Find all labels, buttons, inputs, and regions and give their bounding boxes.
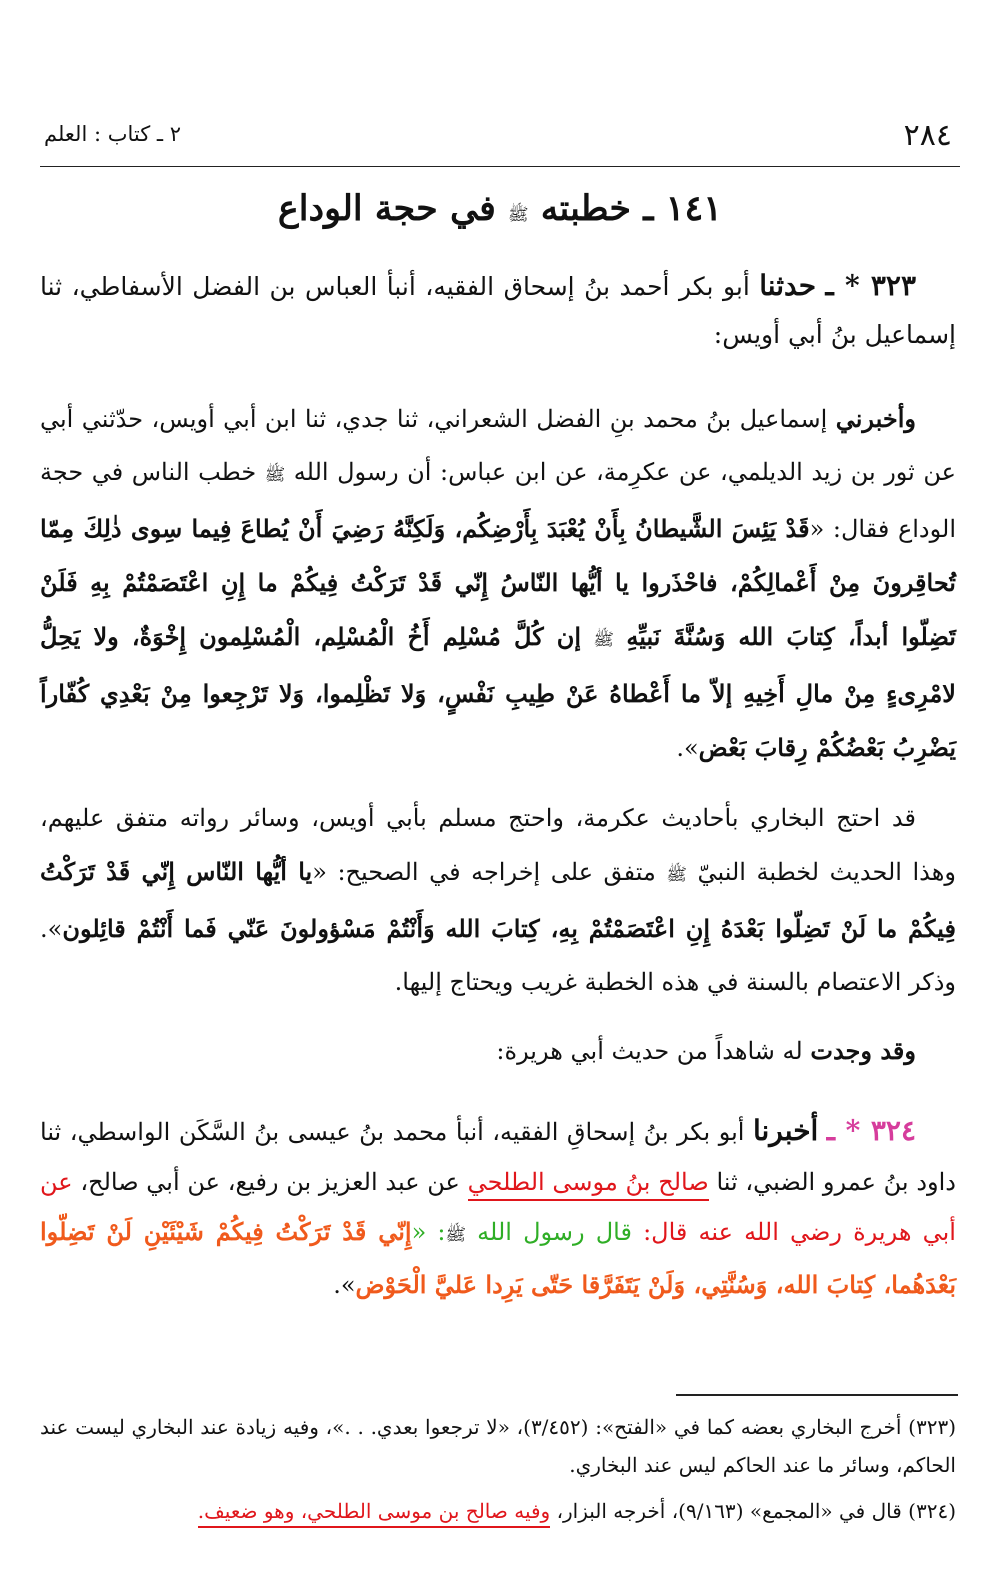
commentary-text-3: ». وذكر الاعتصام بالسنة في هذه الخطبة غريب ويحتاج إليها. xyxy=(40,915,956,996)
footnote-324-text: (٣٢٤) قال في «المجمع» (٩/١٦٣)، أخرجه البزار، xyxy=(556,1499,956,1523)
salla-glyph: ﷺ xyxy=(666,865,687,885)
chapter-number: ١٤١ ـ xyxy=(643,188,723,229)
prophet-highlight: قال رسول الله xyxy=(477,1218,632,1246)
hadith-324-opening: أخبرنا xyxy=(752,1114,819,1147)
hadith-323-isnad-3: خطب الناس في حجة الوداع فقال: « xyxy=(40,458,956,543)
witness-text: له شاهداً من حديث أبي هريرة: xyxy=(496,1037,803,1065)
page-header xyxy=(40,118,960,158)
hadith-323-opening-2: وأخبرني xyxy=(835,404,916,433)
header-divider xyxy=(40,166,960,167)
chapter-title-a: خطبته xyxy=(540,188,632,229)
hadith-324-number: ٣٢٤ * ـ xyxy=(826,1114,916,1147)
hadith-323-matn-2: إن كُلَّ مُسْلِم أَخُ الْمُسْلِم، الْمُسْلِمون إِخْوَةٌ، ولا يَحِلُّ لامْرِىءٍ مِنْ مالِ أَخِيهِ إلاّ ما أَعْطاهُ عَنْ طِيبِ نَفْسٍ، وَلا تَظْلِموا، وَلا تَرْجِعوا مِنْ بَعْدِي كُفّاراً يَضْرِبُ بَعْضُكُمْ رِقابَ بَعْض xyxy=(40,622,956,762)
hadith-324-matn-open: : « xyxy=(411,1218,446,1246)
hadith-323-matn-1: قَدْ يَئِسَ الشَّيطانُ بِأَنْ يُعْبَدَ بِأَرْضِكُم، وَلَكِنَّهُ رَضِيَ أَنْ يُطاعَ فِيما سِوى ذٰلِكَ مِمّا تُحاقِرونَ مِنْ أَعْمالِكُمْ، فاحْذَروا يا أيُّها النّاسُ إِنّي قَدْ تَرَكْتُ فِيكُمْ ما إِنِ اعْتَصَمْتُمْ بِهِ فَلَنْ تَضِلّوا أبداً، كِتابَ الله وَسُنَّةَ نَبيِّهِ xyxy=(40,514,956,651)
commentary-text-1: قد احتج البخاري بأحاديث عكرمة، واحتج مسلم بأبي أويس، وسائر رواته متفق عليهم، وهذا الحديث لخطبة النبيّ xyxy=(40,804,956,886)
footnote-324 xyxy=(40,1492,956,1530)
book-title: ٢ ـ كتاب : العلم xyxy=(44,122,182,146)
hadith-323-body xyxy=(40,392,956,775)
commentary-paragraph xyxy=(40,792,956,1009)
footnotes xyxy=(40,1408,956,1530)
salla-glyph: ﷺ xyxy=(445,1225,467,1245)
footnote-divider xyxy=(676,1394,958,1396)
chapter-heading xyxy=(40,188,960,229)
hadith-324-body xyxy=(40,1106,956,1310)
footnote-323: (٣٢٣) أخرج البخاري بعضه كما في «الفتح»: (٣/٤٥٢)، «لا ترجعوا بعدي. . .»، وفيه زيادة عند البخاري ليست عند الحاكم، وسائر ما عند الحاكم ليس عند البخاري. xyxy=(40,1415,956,1477)
commentary-matn: يا أيُّها النّاس إِنّي قَدْ تَرَكْتُ فِيكُمْ ما لَنْ تَضِلّوا بَعْدَهُ إِنِ اعْتَصَمْتُمْ بِهِ، كِتابَ الله وَأَنْتُمْ مَسْؤولونَ عَنّي فَما أَنْتُمْ قائِلون xyxy=(40,857,956,943)
salla-glyph: ﷺ xyxy=(593,630,614,650)
hadith-323-isnad-2: إسماعيل بنُ محمد بنِ الفضل الشعراني، ثنا جدي، ثنا ابن أبي أويس، حدّثني أبي عن ثور بن زيد الديلمي، عن عكرِمة، عن ابن عباس: أن رسول الله xyxy=(40,405,956,486)
hadith-323-opening: حدثنا xyxy=(759,269,817,302)
hadith-323-isnad-1: أبو بكر أحمد بنُ إسحاق الفقيه، أنبأ العباس بن الفضل الأسفاطي، ثنا إسماعيل بنُ أبي أويس: xyxy=(40,272,956,349)
salla-glyph: ﷺ xyxy=(264,465,286,485)
chapter-title-b: في حجة الوداع xyxy=(277,188,496,229)
hadith-324-matn: إِنّي قَدْ تَرَكْتُ فِيكُمْ شَيْئَيْنِ لَنْ تَضِلّوا بَعْدَهُما، كِتابَ الله، وَسُنَّتِي، وَلَنْ يَتَفَرَّقا حَتّى يَرِدا عَليَّ الْحَوْض xyxy=(40,1217,956,1299)
commentary-text-2: متفق على إخراجه في الصحيح: « xyxy=(312,858,656,886)
hadith-324-isnad-1: أبو بكر بنُ إسحاقِ الفقيه، أنبأ محمد بنُ عيسى بنُ السَّكَن الواسطي، ثنا داود بنُ عمرو الضبي، ثنا xyxy=(40,1118,956,1196)
hadith-323-number: ٣٢٣ * ـ xyxy=(825,269,917,302)
footnote-324-highlight: وفيه صالح بن موسى الطلحي، وهو ضعيف. xyxy=(198,1499,550,1528)
salla-glyph: ﷺ xyxy=(508,205,529,225)
hadith-323-close: ». xyxy=(676,734,699,762)
witness-bold: وقد وجدت xyxy=(810,1036,916,1065)
hadith-324-close: ». xyxy=(333,1271,356,1299)
weak-narrator-highlight: صالح بنُ موسى الطلحي xyxy=(468,1168,709,1201)
witness-line xyxy=(40,1026,956,1076)
companion-highlight: عن أبي هريرة رضي الله عنه قال: xyxy=(40,1168,956,1246)
hadith-324-isnad-2: عن عبد العزيز بن رفيع، عن أبي صالح، xyxy=(80,1168,460,1196)
hadith-323-isnad xyxy=(40,262,956,359)
page-number: ٢٨٤ xyxy=(903,118,952,153)
